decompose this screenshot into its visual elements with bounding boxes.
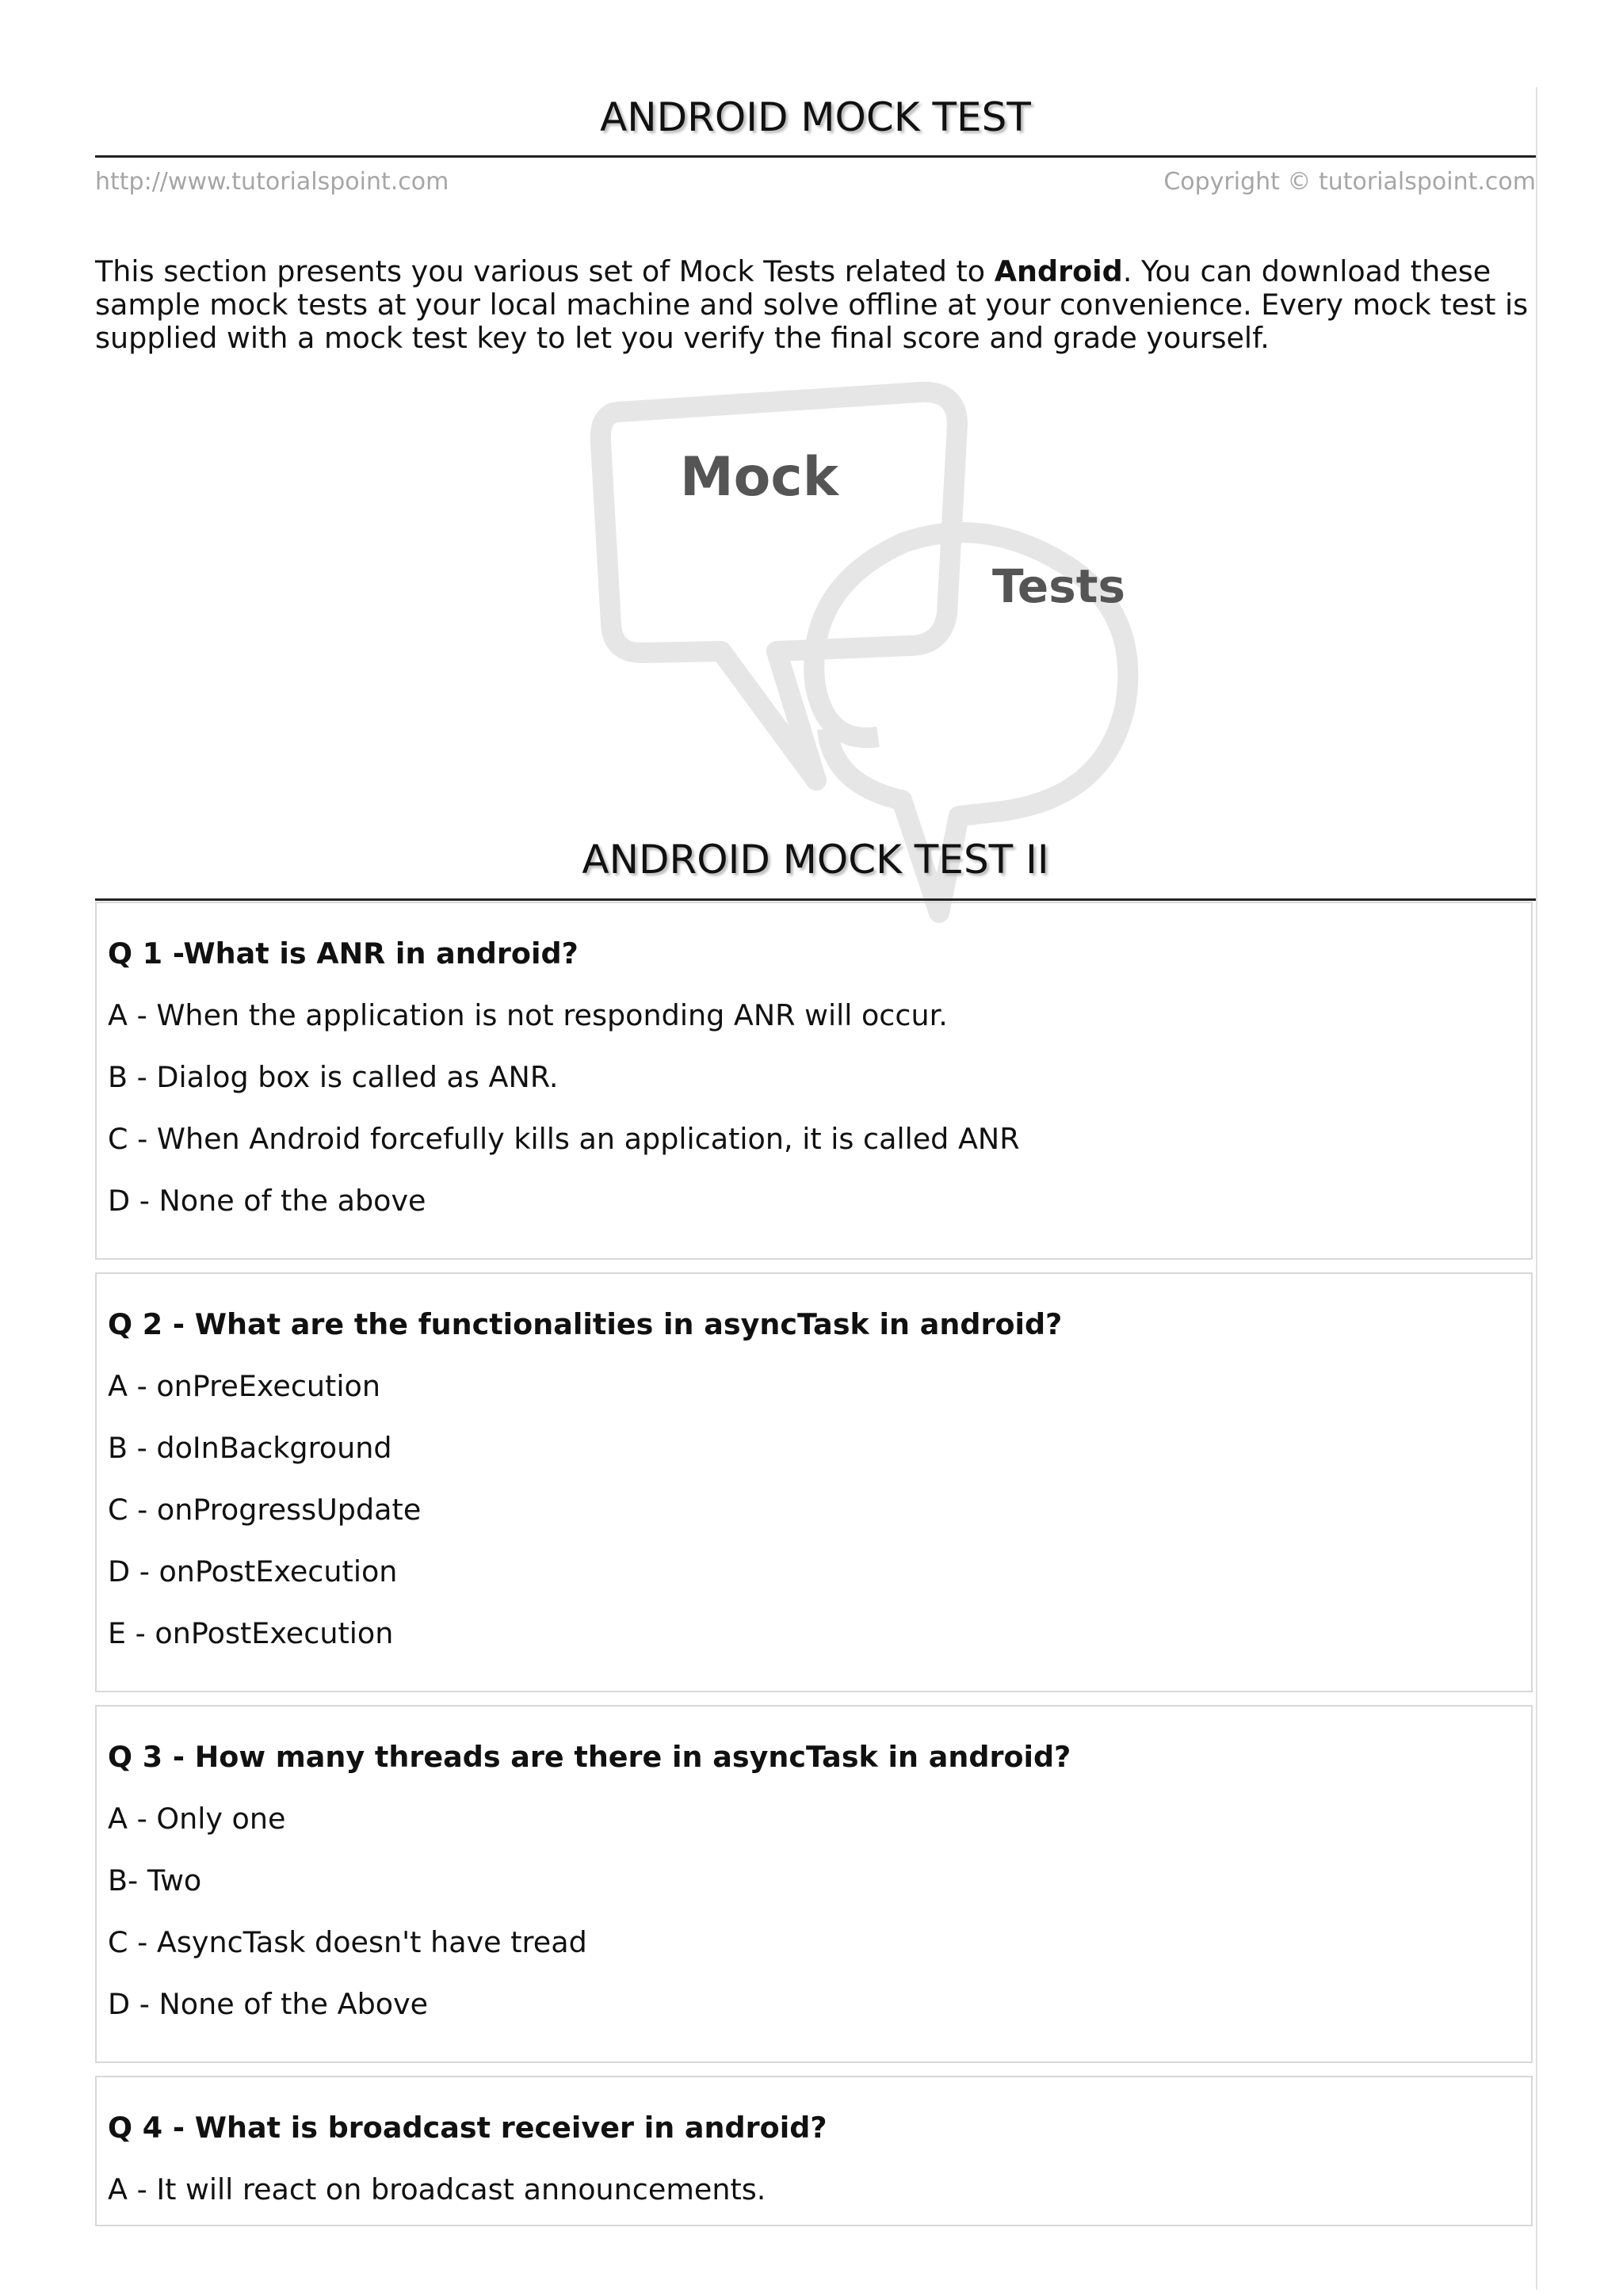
answer-option: A - onPreExecution (108, 1369, 380, 1403)
header-url-link[interactable]: http://www.tutorialspoint.com (95, 168, 449, 196)
question-card-4 (95, 2076, 1533, 2226)
answer-option: B - doInBackground (108, 1431, 392, 1465)
question-card-3 (95, 1705, 1533, 2063)
document-title: ANDROID MOCK TEST (600, 94, 1031, 140)
answer-option: D - onPostExecution (108, 1554, 398, 1589)
question-text: Q 2 - What are the functionalities in asyncTask in android? (108, 1307, 1063, 1341)
answer-option: C - AsyncTask doesn't have tread (108, 1925, 587, 1959)
question-text: Q 4 - What is broadcast receiver in android? (108, 2111, 827, 2145)
page-right-rule (1536, 87, 1537, 2290)
intro-text-bold: Android (994, 254, 1123, 288)
header-copyright: Copyright © tutorialspoint.com (1163, 168, 1536, 196)
document-page (95, 87, 1536, 2290)
answer-option: A - Only one (108, 1802, 286, 1836)
answer-option: D - None of the above (108, 1184, 426, 1218)
logo-word-tests: Tests (992, 559, 1125, 613)
answer-option: B- Two (108, 1863, 202, 1897)
title-rule (95, 155, 1536, 158)
answer-option: E - onPostExecution (108, 1616, 394, 1650)
answer-option: B - Dialog box is called as ANR. (108, 1060, 559, 1094)
answer-option: D - None of the Above (108, 1987, 429, 2021)
question-card-2 (95, 1272, 1533, 1692)
answer-option: A - When the application is not responding ANR will occur. (108, 998, 948, 1032)
answer-option: C - onProgressUpdate (108, 1493, 422, 1527)
answer-option: A - It will react on broadcast announcements. (108, 2172, 766, 2206)
answer-option: C - When Android forcefully kills an application, it is called ANR (108, 1122, 1020, 1156)
question-text: Q 1 -What is ANR in android? (108, 936, 579, 971)
intro-text-before: This section presents you various set of Mock Tests related to (95, 254, 995, 288)
intro-paragraph (95, 255, 1536, 355)
section-title: ANDROID MOCK TEST II (582, 837, 1049, 883)
intro-text-after: . You can download these sample mock tests at your local machine and solve offline at your convenience. Every mock test is supplied with a mock test key to let you verify the final score and grade yourself. (95, 254, 1529, 355)
question-text: Q 3 - How many threads are there in asyncTask in android? (108, 1740, 1071, 1774)
section-rule (95, 898, 1536, 901)
question-card-1 (95, 902, 1533, 1260)
logo-word-mock: Mock (680, 446, 838, 509)
